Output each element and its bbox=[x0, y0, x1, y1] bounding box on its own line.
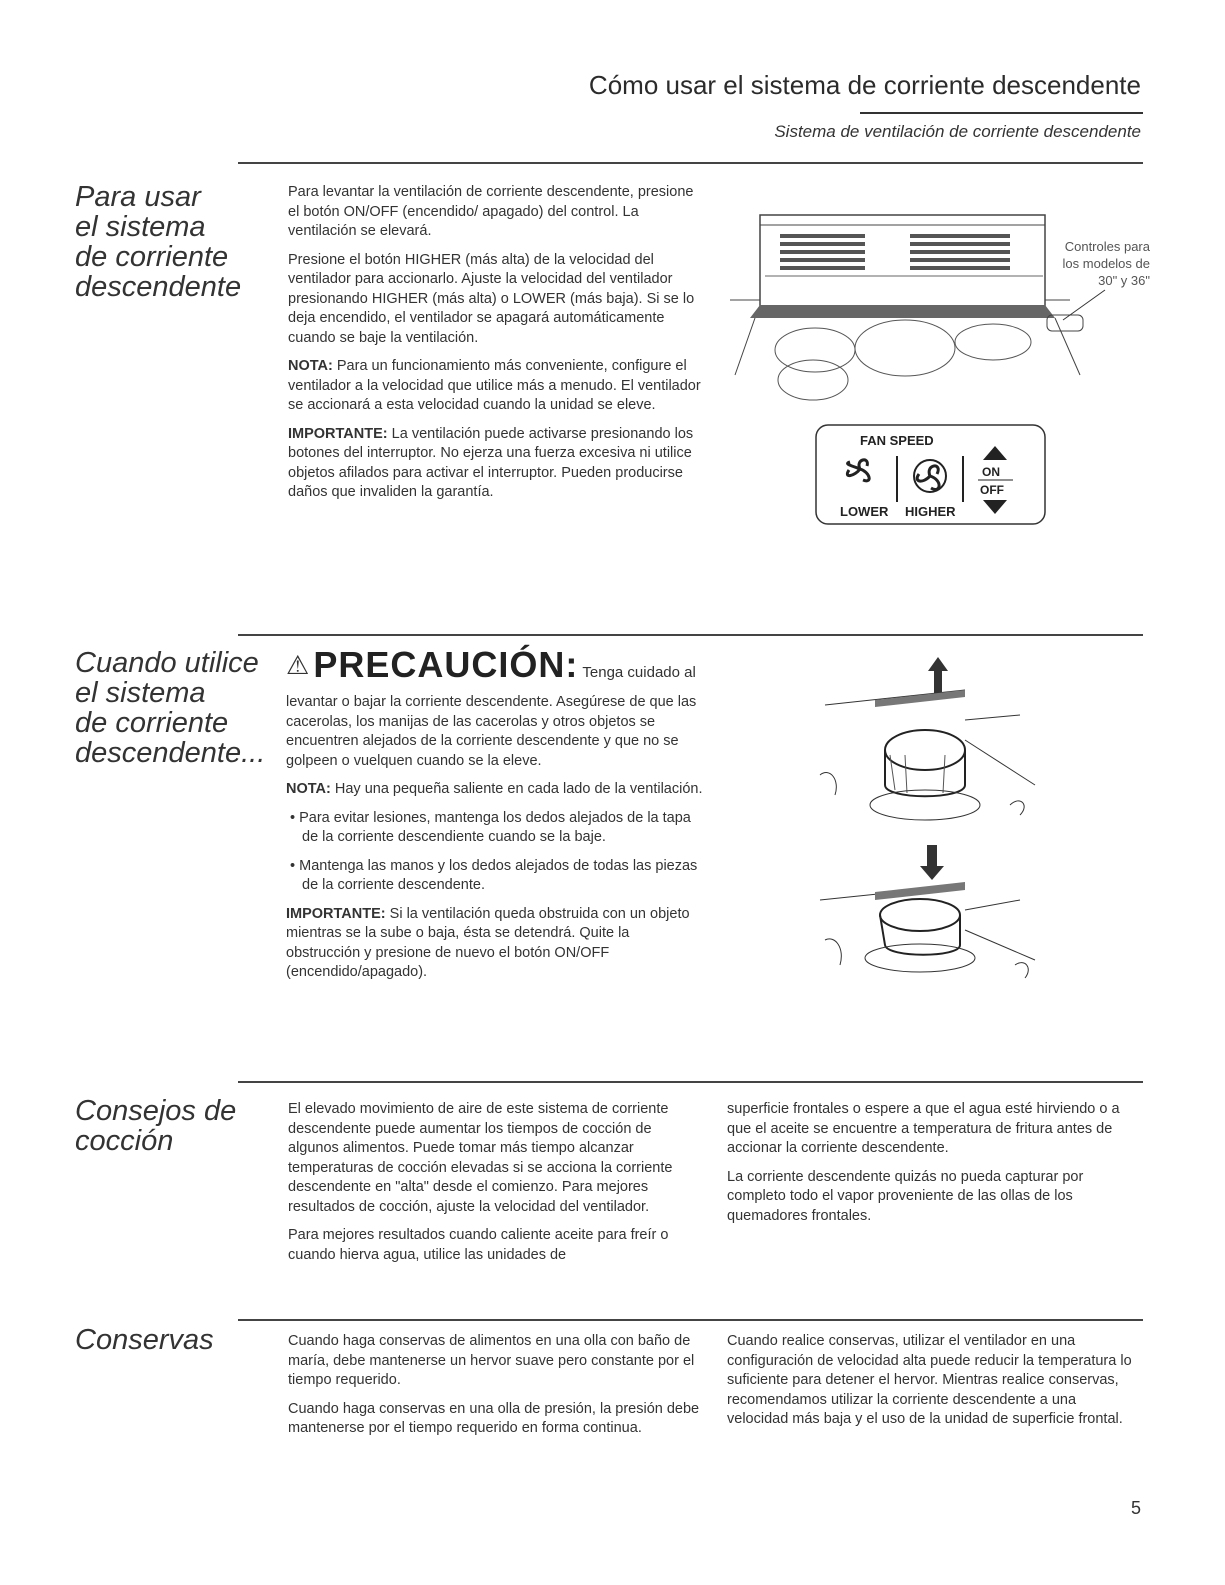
paragraph: IMPORTANTE: Si la ventilación queda obstruida con un objeto mientras se la sube o baja, ésta se detendrá. Quite la obstrucción y presione de nuevo el botón ON/OFF (encendido/apagado). bbox=[286, 905, 690, 980]
paragraph: Cuando haga conservas en una olla de presión, la presión debe mantenerse por el tiempo requerido en forma continua. bbox=[288, 1400, 700, 1436]
paragraph: El elevado movimiento de aire de este sistema de corriente descendente puede aumentar los tiempos de cocción de algunos alimentos. Puede tomar más tiempo alcanzar temperaturas de cocción elevadas si se acciona la corriente descendente en "alta" desde el comienzo. Para mejores resultados de cocción, ajuste la velocidad del ventilador. bbox=[288, 1101, 673, 1215]
section-divider bbox=[238, 634, 1143, 636]
higher-label: HIGHER bbox=[905, 504, 956, 519]
section-heading-conservas: Conservas bbox=[75, 1324, 214, 1356]
downdraft-vent-illustration bbox=[725, 200, 1145, 410]
section-heading-consejos: Consejos de cocción bbox=[75, 1095, 237, 1157]
vent-raising-illustration bbox=[815, 655, 1045, 825]
paragraph: Para levantar la ventilación de corriente descendente, presione el botón ON/OFF (encendido/ apagado) del control. La ventilación se elevará. bbox=[288, 184, 694, 239]
fan-low-icon[interactable] bbox=[847, 460, 869, 481]
bullet-item: • Mantenga las manos y los dedos alejados de todas las piezas de la corriente descendente. bbox=[290, 857, 698, 893]
section-body-consejos-col2 bbox=[727, 1100, 1139, 1235]
paragraph: IMPORTANTE: La ventilación puede activarse presionando los botones del interruptor. No ejerza una fuerza excesiva ni utilice objetos afilados para activar el interruptor. Pueden producirse daños que invaliden la garantía. bbox=[288, 425, 694, 500]
title-underline bbox=[860, 112, 1143, 114]
paragraph: Cuando haga conservas de alimentos en una olla con baño de maría, debe mantenerse un hervor suave pero constante por el tiempo requerido. bbox=[288, 1333, 695, 1388]
svg-text:ON: ON bbox=[982, 465, 1000, 479]
on-off-toggle[interactable] bbox=[978, 446, 1013, 514]
vent-lowering-illustration bbox=[815, 840, 1045, 990]
section-body-cuando bbox=[286, 645, 706, 992]
section-divider bbox=[238, 1319, 1143, 1321]
figure-caption: Controles para los modelos de 30" y 36" bbox=[1062, 239, 1150, 288]
section-heading-usar: Para usar el sistema de corriente descendente bbox=[75, 181, 242, 303]
paragraph: superficie frontales o espere a que el agua esté hirviendo o a que el aceite se encuentre a temperatura de fritura antes de accionar la corriente descendente. bbox=[727, 1101, 1120, 1156]
page-title: Cómo usar el sistema de corriente descendente bbox=[588, 70, 1141, 100]
section-divider bbox=[238, 162, 1143, 164]
precaution-heading: ⚠ PRECAUCIÓN: Tenga cuidado al bbox=[286, 644, 696, 685]
paragraph: levantar o bajar la corriente descendente. Asegúrese de que las cacerolas, los manijas de las cacerolas y otros objetos se encuentren alejados de la corriente descendente y que no se golpeen o vuelquen cuando se la eleve. bbox=[286, 694, 697, 769]
paragraph: NOTA: Hay una pequeña saliente en cada lado de la ventilación. bbox=[286, 781, 703, 797]
paragraph: La corriente descendente quizás no pueda capturar por completo todo el vapor proveniente de las ollas de los quemadores frontales. bbox=[727, 1168, 1084, 1224]
section-body-consejos-col1 bbox=[288, 1100, 700, 1274]
paragraph: Para mejores resultados cuando caliente aceite para freír o cuando hierva agua, utilice las unidades de bbox=[288, 1227, 669, 1263]
paragraph: Cuando realice conservas, utilizar el ventilador en una configuración de velocidad alta puede reducir la temperatura lo suficiente para detener el hervor. Mientras realice conservas, recomendamos utilizar la corriente descendente a una velocidad más baja y el uso de la unidad de superficie frontal. bbox=[727, 1333, 1132, 1427]
fan-control-panel bbox=[815, 424, 1047, 526]
page-number: 5 bbox=[1130, 1498, 1141, 1518]
section-body-conservas-col1 bbox=[288, 1332, 700, 1448]
lower-label: LOWER bbox=[840, 504, 889, 519]
paragraph: Presione el botón HIGHER (más alta) de la velocidad del ventilador para accionarlo. Ajuste la velocidad del ventilador presionando HIGHER (más alta) o LOWER (más baja). Si se lo deja encendido, el ventilador se apagará automáticamente cuando se baje la ventilación. bbox=[288, 251, 695, 346]
section-body-conservas-col2 bbox=[727, 1332, 1139, 1439]
fan-high-icon[interactable] bbox=[914, 460, 946, 492]
page-subtitle: Sistema de ventilación de corriente descendente bbox=[774, 122, 1141, 141]
bullet-item: • Para evitar lesiones, mantenga los dedos alejados de la tapa de la corriente descendiente cuando se la baje. bbox=[290, 809, 691, 845]
section-heading-cuando: Cuando utilice el sistema de corriente descendente... bbox=[75, 647, 266, 769]
svg-text:OFF: OFF bbox=[980, 483, 1004, 497]
section-body-usar bbox=[288, 183, 708, 512]
section-divider bbox=[238, 1081, 1143, 1083]
fan-speed-label: FAN SPEED bbox=[860, 433, 934, 448]
paragraph: NOTA: Para un funcionamiento más conveniente, configure el ventilador a la velocidad que utilice más a menudo. El ventilador se accionará a esta velocidad cuando la unidad se eleve. bbox=[288, 358, 701, 413]
warning-icon: ⚠ bbox=[286, 650, 310, 680]
